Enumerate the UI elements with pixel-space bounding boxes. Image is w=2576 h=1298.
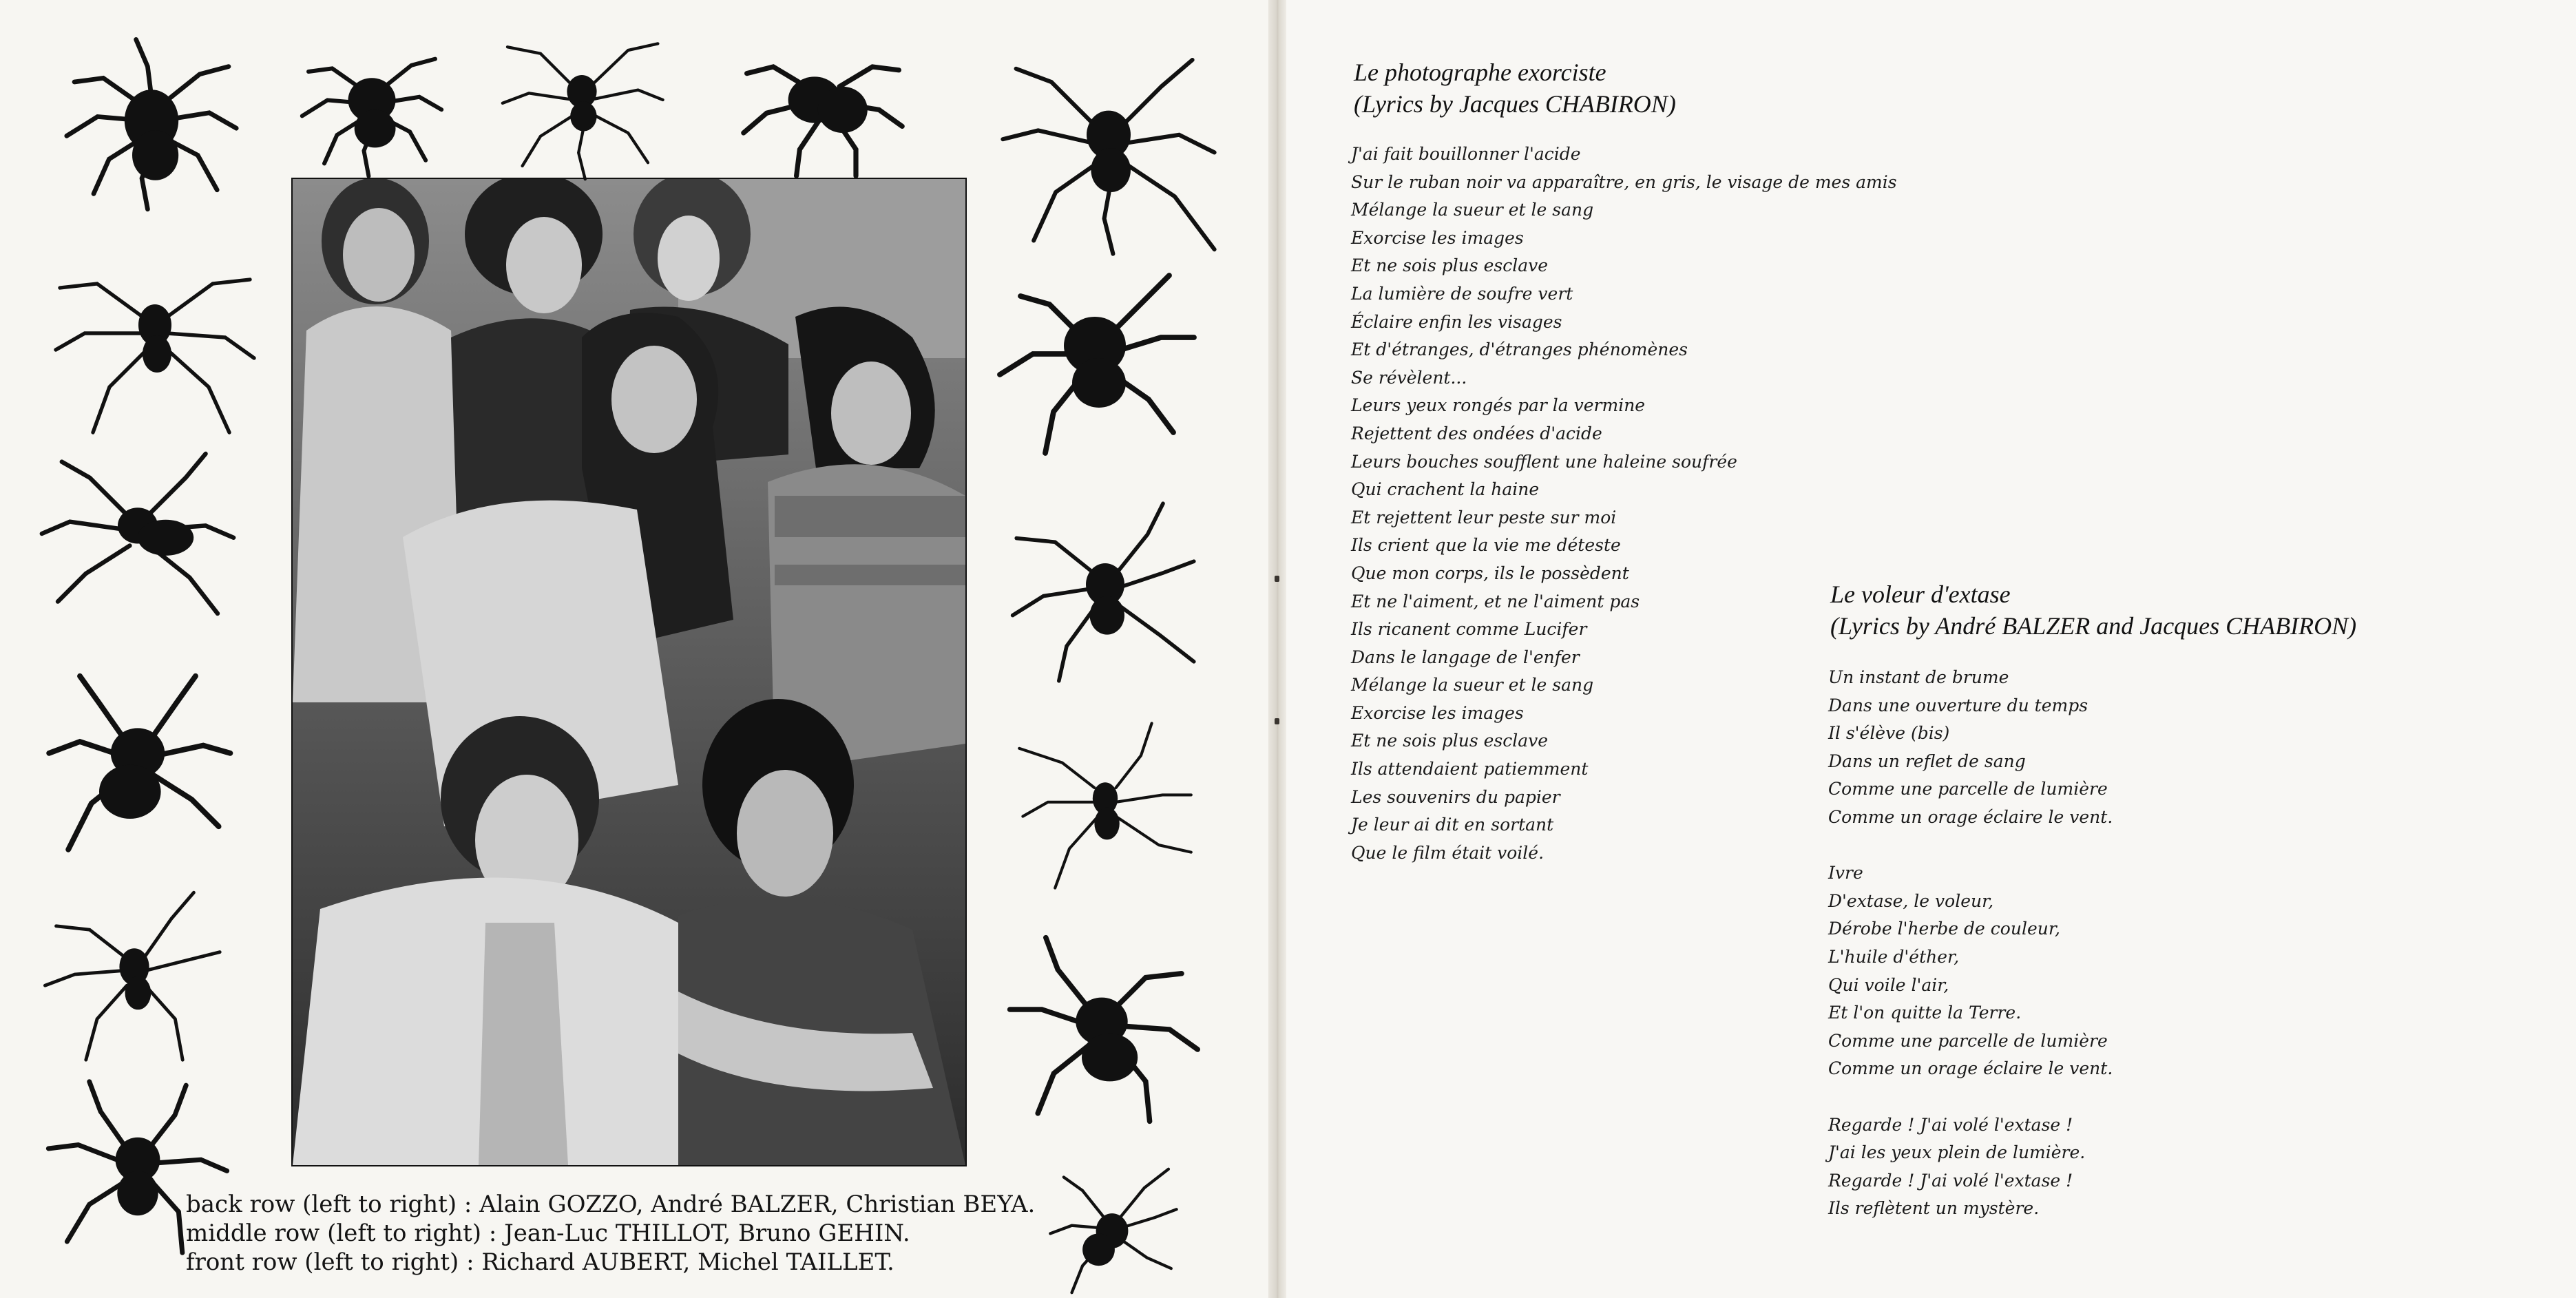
- lyric-line: J'ai les yeux plein de lumière.: [1828, 1142, 2086, 1163]
- lyric-line: Exorcise les images: [1351, 702, 1524, 723]
- lyric-line: Et l'on quitte la Terre.: [1828, 1003, 2022, 1023]
- lyric-line: Comme un orage éclaire le vent.: [1828, 1058, 2113, 1079]
- lyric-line: Regarde ! J'ai volé l'extase !: [1828, 1114, 2073, 1135]
- lyric-line: La lumière de soufre vert: [1351, 283, 1573, 304]
- booklet-fold: [1268, 0, 1286, 1298]
- spider-icon: [38, 434, 238, 634]
- lyric-line: Et d'étranges, d'étranges phénomènes: [1351, 339, 1688, 360]
- spider-icon: [52, 227, 258, 448]
- spider-icon: [992, 248, 1198, 468]
- lyric-line: Leurs bouches soufflent une haleine soufrée: [1351, 451, 1737, 472]
- lyric-line: Que mon corps, ils le possèdent: [1351, 563, 1629, 583]
- lyric-line: Dans un reflet de sang: [1828, 751, 2026, 771]
- spider-icon: [48, 24, 255, 217]
- song-credit: (Lyrics by Jacques CHABIRON): [1354, 90, 1676, 118]
- lyric-line: D'extase, le voleur,: [1828, 890, 1994, 911]
- lyric-line: Qui voile l'air,: [1828, 974, 1949, 995]
- lyric-line: Que le film était voilé.: [1351, 842, 1544, 863]
- lyric-line: Comme une parcelle de lumière: [1828, 779, 2108, 799]
- lyric-line: Un instant de brume: [1828, 667, 2009, 687]
- lyric-line: Les souvenirs du papier: [1351, 786, 1560, 807]
- lyric-line: Ils crient que la vie me déteste: [1351, 535, 1621, 556]
- staple-bottom: [1275, 718, 1279, 724]
- song-title: Le voleur d'extase: [1830, 580, 2011, 608]
- lyric-line: Il s'élève (bis): [1828, 723, 1950, 744]
- lyric-line: Rejettent des ondées d'acide: [1351, 423, 1602, 443]
- lyric-line: Ils attendaient patiemment: [1351, 759, 1589, 779]
- song-lyrics: [1828, 664, 2113, 1223]
- lyric-line: Leurs yeux rongés par la vermine: [1351, 395, 1646, 416]
- spider-icon: [475, 17, 689, 182]
- lyric-line: Se révèlent...: [1351, 367, 1467, 388]
- lyric-line: Et ne sois plus esclave: [1351, 731, 1549, 751]
- lyric-line: Je leur ai dit en sortant: [1351, 815, 1554, 835]
- spider-icon: [992, 38, 1226, 258]
- lyric-line: Et ne sois plus esclave: [1351, 255, 1549, 276]
- spider-icon: [998, 930, 1205, 1129]
- song-title: Le photographe exorciste: [1354, 59, 1606, 86]
- lyric-line: Et ne l'aiment, et ne l'aiment pas: [1351, 591, 1640, 611]
- lyric-line: Éclaire enfin les visages: [1351, 311, 1562, 332]
- song-credit: (Lyrics by André BALZER and Jacques CHABIRON): [1830, 612, 2357, 640]
- spider-icon: [709, 17, 936, 182]
- lyric-line: Regarde ! J'ai volé l'extase !: [1828, 1170, 2073, 1191]
- lyric-line: Ils reflètent un mystère.: [1828, 1198, 2040, 1219]
- lyric-line: L'huile d'éther,: [1828, 946, 1960, 967]
- spider-icon: [41, 875, 227, 1074]
- spider-icon: [998, 496, 1212, 689]
- lyric-line: Mélange la sueur et le sang: [1351, 675, 1594, 695]
- song-title-block: [1830, 578, 2356, 642]
- lyric-line: Exorcise les images: [1351, 227, 1524, 248]
- spider-icon: [1005, 716, 1205, 895]
- stanza-break: [1828, 832, 2113, 860]
- credits-middle-row: middle row (left to right) : Jean-Luc THILLOT, Bruno GEHIN.: [186, 1220, 910, 1247]
- credits-back-row: back row (left to right) : Alain GOZZO, André BALZER, Christian BEYA.: [186, 1191, 1036, 1218]
- credits-front-row: front row (left to right) : Richard AUBERT, Michel TAILLET.: [186, 1248, 894, 1276]
- lyric-line: Dérobe l'herbe de couleur,: [1828, 919, 2060, 939]
- lyric-line: Et rejettent leur peste sur moi: [1351, 507, 1617, 527]
- stanza-break: [1828, 1083, 2113, 1111]
- song-lyrics: [1351, 140, 1897, 867]
- lyric-line: Dans le langage de l'enfer: [1351, 647, 1580, 667]
- lyric-line: Dans une ouverture du temps: [1828, 695, 2088, 715]
- staple-top: [1275, 576, 1279, 582]
- spider-icon: [289, 24, 454, 182]
- lyric-line: Ivre: [1828, 863, 1863, 883]
- band-photo: [291, 178, 967, 1166]
- spider-icon: [1012, 1164, 1212, 1298]
- spider-icon: [41, 654, 234, 868]
- lyric-line: Mélange la sueur et le sang: [1351, 200, 1594, 220]
- lyric-line: J'ai fait bouillonner l'acide: [1351, 144, 1581, 164]
- lyric-line: Comme une parcelle de lumière: [1828, 1030, 2108, 1051]
- lyric-line: Sur le ruban noir va apparaître, en gris, le visage de mes amis: [1351, 171, 1897, 192]
- lyric-line: Comme un orage éclaire le vent.: [1828, 806, 2113, 827]
- photo-credits: [186, 1190, 1035, 1277]
- lyric-line: Qui crachent la haine: [1351, 479, 1540, 500]
- song-title-block: [1354, 56, 1676, 120]
- lyric-line: Ils ricanent comme Lucifer: [1351, 619, 1587, 640]
